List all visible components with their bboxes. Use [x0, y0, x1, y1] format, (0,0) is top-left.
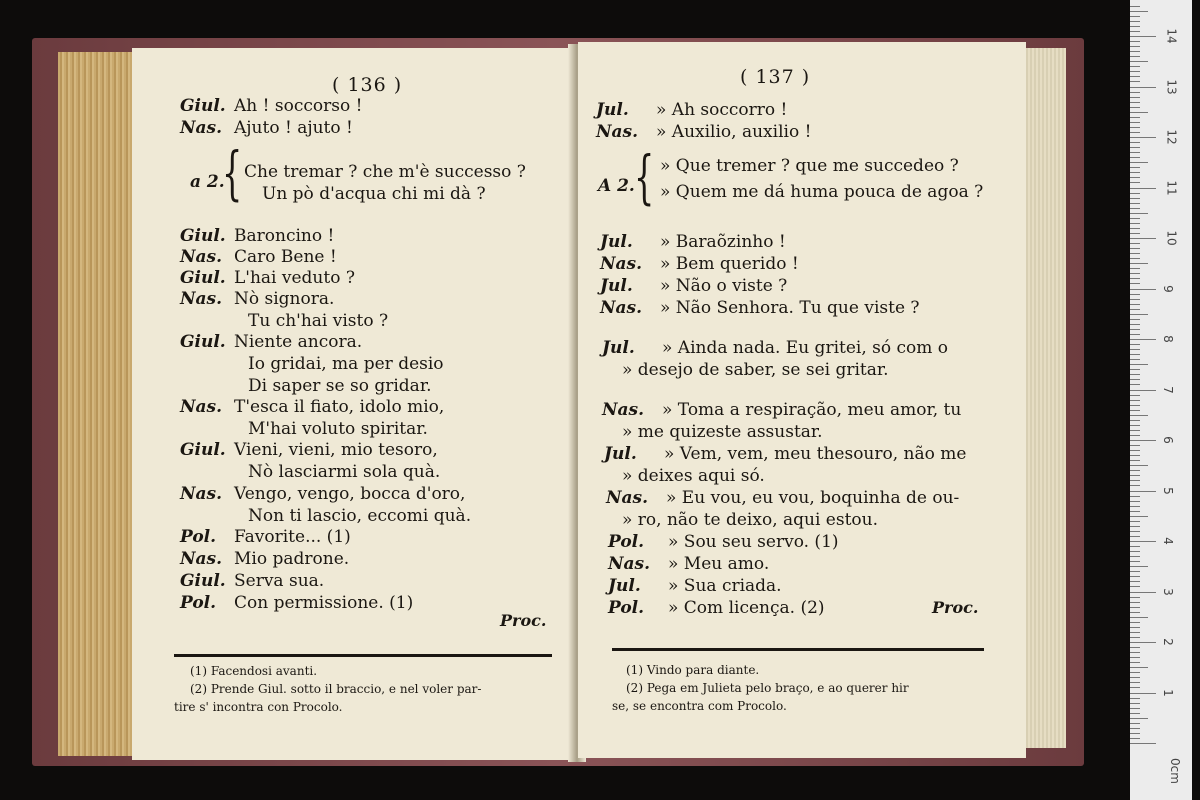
speaker: Nas.	[180, 484, 223, 504]
ruler-tick	[1130, 102, 1140, 103]
speaker: Pol.	[608, 598, 645, 618]
ruler-tick	[1130, 400, 1140, 401]
speaker: Giul.	[180, 268, 226, 288]
text-line: Pol. Favorite... (1)	[180, 527, 351, 547]
a2-label: a 2.	[190, 172, 225, 192]
ruler-tick	[1130, 309, 1140, 310]
text-line: Un pò d'acqua chi mi dà ?	[262, 184, 486, 204]
ruler-tick	[1130, 395, 1140, 396]
speaker: Jul.	[596, 100, 629, 120]
ruler-tick	[1130, 551, 1140, 552]
a2-label: A 2.	[598, 176, 635, 196]
ruler-tick	[1130, 672, 1140, 673]
speaker: Nas.	[602, 400, 645, 420]
text-line: Pol. » Sou seu servo. (1)	[608, 532, 839, 552]
ruler-tick	[1130, 556, 1140, 557]
ruler-tick	[1130, 258, 1140, 259]
ruler-tick	[1130, 87, 1156, 88]
ruler-tick	[1130, 334, 1140, 335]
text-line: Jul. » Ainda nada. Eu gritei, só com o	[602, 338, 949, 358]
ruler-tick	[1130, 581, 1140, 582]
ruler-number: 8	[1160, 335, 1175, 343]
ruler-tick	[1130, 157, 1140, 158]
ruler-tick	[1130, 379, 1140, 380]
ruler-tick	[1130, 374, 1140, 375]
ruler-tick	[1130, 677, 1140, 678]
ruler-number: 11	[1164, 179, 1179, 196]
text-line: Tu ch'hai visto ?	[248, 311, 389, 331]
ruler-tick	[1130, 627, 1140, 628]
ruler-tick	[1130, 546, 1140, 547]
ruler-tick	[1130, 26, 1140, 27]
ruler-tick	[1130, 339, 1156, 340]
ruler-tick	[1130, 61, 1148, 62]
footnote: (1) Vindo para diante.	[626, 663, 760, 677]
ruler-tick	[1130, 576, 1140, 577]
page-block-edge-left	[58, 52, 142, 756]
ruler-number: 14	[1164, 28, 1179, 44]
ruler-tick	[1130, 369, 1140, 370]
ruler-tick	[1130, 167, 1140, 168]
ruler-tick	[1130, 415, 1148, 416]
footnote-rule	[612, 648, 984, 651]
ruler-tick	[1130, 349, 1140, 350]
footnote: (1) Facendosi avanti.	[190, 664, 318, 678]
ruler-tick	[1130, 233, 1140, 234]
ruler-tick	[1130, 536, 1140, 537]
ruler-tick	[1130, 198, 1140, 199]
speaker: Jul.	[600, 232, 633, 252]
ruler-tick	[1130, 718, 1148, 719]
speaker: Pol.	[608, 532, 645, 552]
text-line: Jul. » Sua criada.	[608, 576, 782, 596]
ruler-number: 5	[1160, 486, 1175, 495]
text-line: Nas. » Não Senhora. Tu que viste ?	[600, 298, 920, 318]
speaker: Nas.	[180, 289, 223, 309]
ruler-tick	[1130, 177, 1140, 178]
ruler-tick	[1130, 354, 1140, 355]
ruler-tick	[1130, 76, 1140, 77]
ruler-tick	[1130, 36, 1156, 37]
speaker: Jul.	[604, 444, 637, 464]
ruler-tick	[1130, 228, 1140, 229]
speaker: Nas.	[606, 488, 649, 508]
ruler-tick	[1130, 294, 1140, 295]
text-line: Nas. » Toma a respiração, meu amor, tu	[602, 400, 962, 420]
ruler-tick	[1130, 541, 1156, 542]
ruler-tick	[1130, 263, 1148, 264]
speaker: Nas.	[180, 247, 223, 267]
text-line: Nas. » Auxilio, auxilio !	[596, 122, 812, 142]
ruler-tick	[1130, 92, 1140, 93]
ruler-tick	[1130, 435, 1140, 436]
text-line: Nas. Mio padrone.	[180, 549, 350, 569]
text-line: Pol. » Com licença. (2)	[608, 598, 825, 618]
ruler-tick	[1130, 384, 1140, 385]
ruler-tick	[1130, 470, 1140, 471]
ruler-tick	[1130, 637, 1140, 638]
speaker: Giul.	[180, 571, 226, 591]
ruler-tick	[1130, 147, 1140, 148]
catchword: Proc.	[932, 598, 979, 617]
speaker: Giul.	[180, 332, 226, 352]
ruler-tick	[1130, 703, 1140, 704]
speaker: Nas.	[608, 554, 651, 574]
text-line: Giul. L'hai veduto ?	[180, 268, 355, 288]
ruler-tick	[1130, 511, 1140, 512]
text-line: Che tremar ? che m'è successo ?	[244, 162, 526, 182]
ruler-tick	[1130, 597, 1140, 598]
footnote: tire s' incontra con Procolo.	[174, 700, 343, 714]
text-line: Non ti lascio, eccomi quà.	[248, 506, 472, 526]
brace: {	[634, 143, 655, 211]
ruler-tick	[1130, 122, 1140, 123]
ruler-tick	[1130, 687, 1140, 688]
text-line: Giul. Ah ! soccorso !	[180, 96, 363, 116]
text-line: » Quem me dá huma pouca de agoa ?	[660, 182, 984, 202]
ruler-tick	[1130, 243, 1140, 244]
ruler-tick	[1130, 475, 1140, 476]
ruler-tick	[1130, 203, 1140, 204]
ruler-tick	[1130, 329, 1140, 330]
ruler-tick	[1130, 41, 1140, 42]
speaker: Nas.	[600, 298, 643, 318]
ruler-tick	[1130, 430, 1140, 431]
ruler-tick	[1130, 248, 1140, 249]
ruler-tick	[1130, 516, 1148, 517]
ruler-tick	[1130, 162, 1148, 163]
ruler-tick	[1130, 526, 1140, 527]
text-line: Di saper se so gridar.	[248, 376, 432, 396]
text-line: Nò lasciarmi sola quà.	[248, 462, 441, 482]
ruler-number: 12	[1164, 129, 1179, 145]
ruler-tick	[1130, 390, 1156, 391]
ruler-number: 6	[1160, 436, 1175, 444]
ruler-tick	[1130, 420, 1140, 421]
text-line: » ro, não te deixo, aqui estou.	[622, 510, 879, 530]
ruler-number: 7	[1160, 385, 1175, 394]
ruler-tick	[1130, 117, 1140, 118]
text-line: Nas. Caro Bene !	[180, 247, 337, 267]
ruler-tick	[1130, 238, 1156, 239]
page-number: ( 137 )	[740, 66, 811, 88]
speaker: Giul.	[180, 226, 226, 246]
ruler-tick	[1130, 506, 1140, 507]
ruler-tick	[1130, 56, 1140, 57]
ruler-tick	[1130, 289, 1156, 290]
text-line: Giul. Serva sua.	[180, 571, 325, 591]
ruler-tick	[1130, 188, 1156, 189]
text-line: Nas. Ajuto ! ajuto !	[180, 118, 353, 138]
ruler-tick	[1130, 364, 1148, 365]
text-line: Nas. » Meu amo.	[608, 554, 770, 574]
ruler-tick	[1130, 127, 1140, 128]
ruler-tick	[1130, 586, 1140, 587]
ruler-tick	[1130, 531, 1140, 532]
ruler-tick	[1130, 71, 1140, 72]
text-line: » deixes aqui só.	[622, 466, 765, 486]
brace: {	[222, 139, 243, 207]
ruler-tick	[1130, 359, 1140, 360]
text-line: Pol. Con permissione. (1)	[180, 593, 414, 613]
ruler-tick	[1130, 81, 1140, 82]
page-number: ( 136 )	[332, 74, 403, 96]
text-line: Giul. Vieni, vieni, mio tesoro,	[180, 440, 438, 460]
footnote: (2) Pega em Julieta pelo braço, e ao querer hir	[626, 681, 909, 695]
ruler-tick	[1130, 708, 1140, 709]
ruler-tick	[1130, 410, 1140, 411]
ruler-tick	[1130, 667, 1148, 668]
footnote: se, se encontra com Procolo.	[612, 699, 787, 713]
speaker: Jul.	[600, 276, 633, 296]
ruler-tick	[1130, 455, 1140, 456]
ruler-tick	[1130, 319, 1140, 320]
ruler-tick	[1130, 723, 1140, 724]
ruler-unit-label: 0cm	[1167, 758, 1182, 784]
ruler-number: 1	[1160, 688, 1175, 697]
ruler-tick	[1130, 632, 1140, 633]
ruler-tick	[1130, 132, 1140, 133]
speaker: Giul.	[180, 440, 226, 460]
ruler-tick	[1130, 66, 1140, 67]
speaker: Pol.	[180, 527, 217, 547]
text-line: Giul. Niente ancora.	[180, 332, 363, 352]
ruler-tick	[1130, 450, 1140, 451]
ruler-tick	[1130, 566, 1148, 567]
ruler-tick	[1130, 662, 1140, 663]
speaker: Nas.	[596, 122, 639, 142]
speaker: Jul.	[608, 576, 641, 596]
text-line: Jul. » Ah soccorro !	[596, 100, 788, 120]
left-page	[132, 48, 574, 760]
ruler-tick	[1130, 223, 1140, 224]
ruler-tick	[1130, 16, 1140, 17]
ruler-tick	[1130, 657, 1140, 658]
ruler-tick	[1130, 193, 1140, 194]
text-line: Giul. Baroncino !	[180, 226, 335, 246]
text-line: » Que tremer ? que me succedeo ?	[660, 156, 959, 176]
ruler-tick	[1130, 642, 1156, 643]
ruler-tick	[1130, 698, 1140, 699]
ruler-tick	[1130, 445, 1140, 446]
ruler-tick	[1130, 182, 1140, 183]
ruler-tick	[1130, 172, 1140, 173]
ruler-tick	[1130, 21, 1140, 22]
ruler-number: 2	[1160, 638, 1175, 646]
ruler-tick	[1130, 485, 1140, 486]
text-line: Nas. » Eu vou, eu vou, boquinha de ou-	[606, 488, 960, 508]
text-line: Io gridai, ma per desio	[248, 354, 444, 374]
ruler-tick	[1130, 314, 1148, 315]
footnote-rule	[174, 654, 552, 657]
text-line: Nas. » Bem querido !	[600, 254, 799, 274]
text-line: » desejo de saber, se sei gritar.	[622, 360, 889, 380]
ruler-number: 13	[1164, 78, 1179, 95]
ruler-tick	[1130, 501, 1140, 502]
ruler-tick	[1130, 273, 1140, 274]
ruler-tick	[1130, 46, 1140, 47]
ruler-tick	[1130, 480, 1140, 481]
ruler-tick	[1130, 299, 1140, 300]
ruler-tick	[1130, 571, 1140, 572]
ruler-tick	[1130, 738, 1140, 739]
speaker: Nas.	[180, 397, 223, 417]
ruler-tick	[1130, 728, 1140, 729]
ruler-tick	[1130, 693, 1156, 694]
text-line: Nas. T'esca il fiato, idolo mio,	[180, 397, 445, 417]
ruler-tick	[1130, 218, 1140, 219]
ruler-number: 3	[1160, 587, 1175, 596]
ruler-tick	[1130, 97, 1140, 98]
ruler-tick	[1130, 743, 1156, 744]
ruler-tick	[1130, 460, 1140, 461]
ruler-tick	[1130, 496, 1140, 497]
ruler-tick	[1130, 561, 1140, 562]
ruler-tick	[1130, 612, 1140, 613]
ruler-tick	[1130, 283, 1140, 284]
ruler-tick	[1130, 268, 1140, 269]
speaker: Nas.	[600, 254, 643, 274]
ruler-tick	[1130, 51, 1140, 52]
ruler-tick	[1130, 324, 1140, 325]
ruler-tick	[1130, 622, 1140, 623]
measurement-ruler	[1130, 0, 1192, 800]
ruler-tick	[1130, 304, 1140, 305]
ruler-tick	[1130, 607, 1140, 608]
ruler-tick	[1130, 253, 1140, 254]
ruler-number: 10	[1164, 230, 1179, 246]
catchword: Proc.	[500, 611, 547, 630]
ruler-tick	[1130, 647, 1140, 648]
text-line: Jul. » Vem, vem, meu thesouro, não me	[604, 444, 967, 464]
ruler-tick	[1130, 31, 1140, 32]
ruler-tick	[1130, 682, 1140, 683]
ruler-tick	[1130, 592, 1156, 593]
speaker: Nas.	[180, 549, 223, 569]
speaker: Pol.	[180, 593, 217, 613]
ruler-tick	[1130, 602, 1140, 603]
ruler-tick	[1130, 425, 1140, 426]
ruler-tick	[1130, 152, 1140, 153]
ruler-tick	[1130, 440, 1156, 441]
text-line: M'hai voluto spiritar.	[248, 419, 428, 439]
ruler-tick	[1130, 107, 1140, 108]
ruler-tick	[1130, 405, 1140, 406]
ruler-tick	[1130, 11, 1148, 12]
speaker: Giul.	[180, 96, 226, 116]
ruler-tick	[1130, 713, 1140, 714]
ruler-tick	[1130, 112, 1148, 113]
ruler-tick	[1130, 208, 1140, 209]
ruler-tick	[1130, 278, 1140, 279]
ruler-tick	[1130, 733, 1140, 734]
ruler-tick	[1130, 213, 1148, 214]
right-page	[578, 42, 1026, 758]
text-line: Nas. Nò signora.	[180, 289, 335, 309]
ruler-tick	[1130, 142, 1140, 143]
ruler-tick	[1130, 521, 1140, 522]
ruler-tick	[1130, 344, 1140, 345]
ruler-number: 4	[1160, 537, 1175, 545]
text-line: Jul. » Baraõzinho !	[600, 232, 786, 252]
text-line: Jul. » Não o viste ?	[600, 276, 788, 296]
text-line: Nas. Vengo, vengo, bocca d'oro,	[180, 484, 466, 504]
ruler-tick	[1130, 491, 1156, 492]
ruler-tick	[1130, 137, 1156, 138]
ruler-tick	[1130, 465, 1148, 466]
ruler-tick	[1130, 6, 1140, 7]
ruler-tick	[1130, 652, 1140, 653]
text-line: » me quizeste assustar.	[622, 422, 823, 442]
ruler-number: 9	[1160, 284, 1175, 293]
speaker: Nas.	[180, 118, 223, 138]
footnote: (2) Prende Giul. sotto il braccio, e nel voler par-	[190, 682, 482, 696]
speaker: Jul.	[602, 338, 635, 358]
ruler-tick	[1130, 617, 1148, 618]
